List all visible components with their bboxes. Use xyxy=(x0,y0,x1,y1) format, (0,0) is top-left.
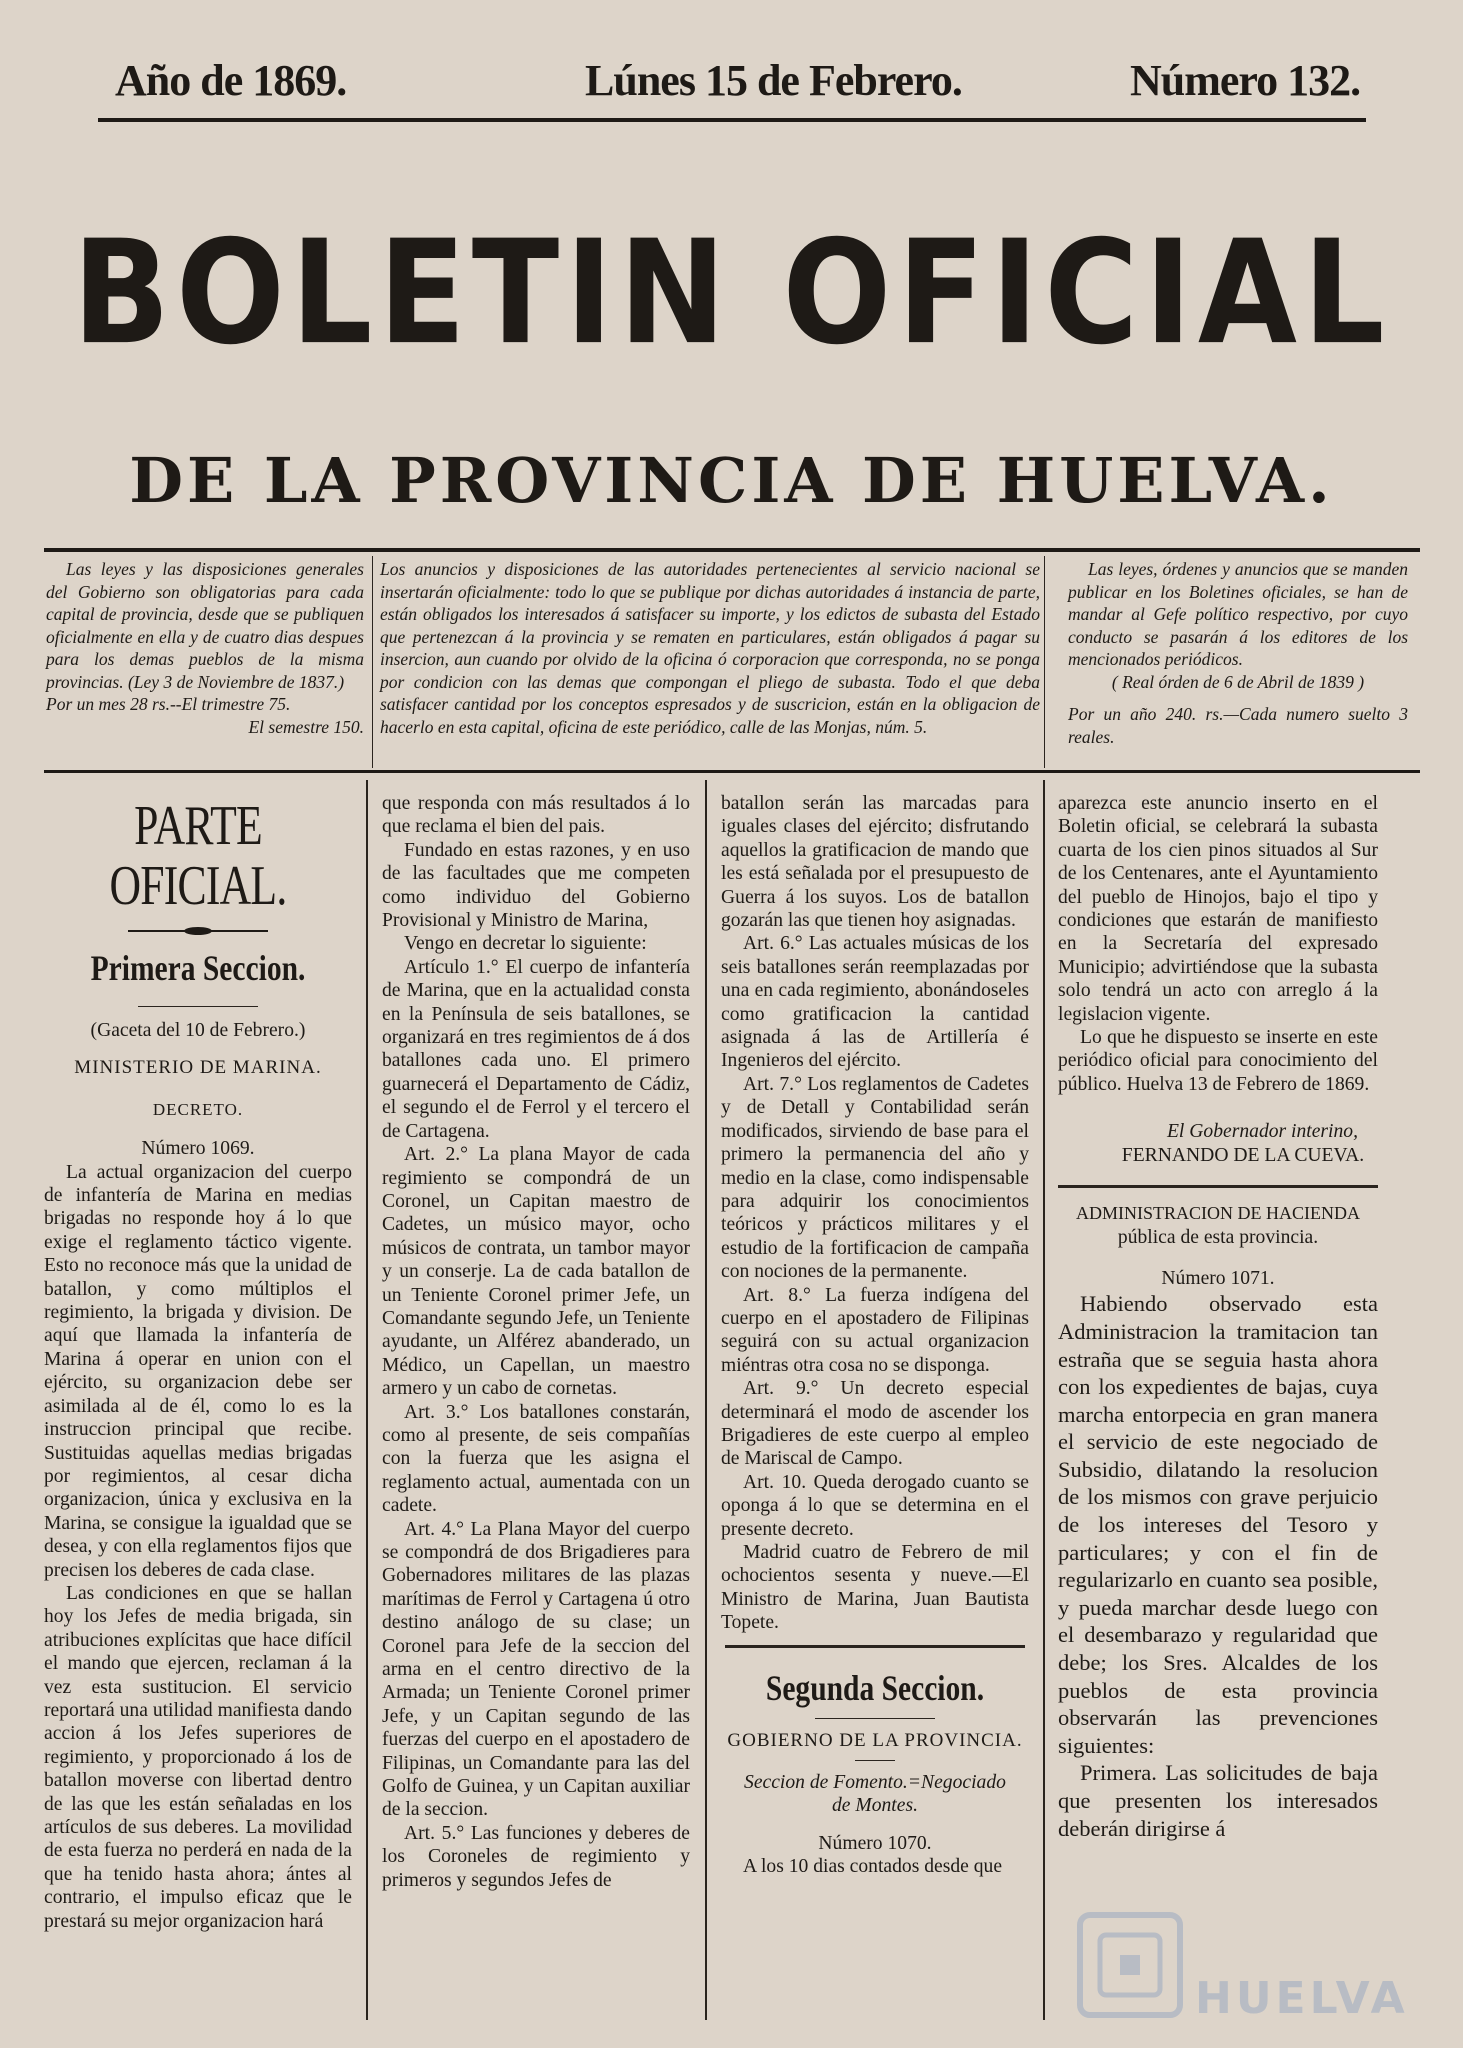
publication-note: Las leyes, órdenes y anuncios que se manden publicar en los Boletines oficiales, se han de mandar al Gefe político respectivo, por cuyo conducto se pasarán á los editores de los mencionados periódicos. xyxy=(1068,559,1408,669)
legal-note: Las leyes y las disposiciones generales del Gobierno son obligatorias para cada capital de provincia, desde que se publiquen oficialmente en ella y de cuatro dias despues para los demas pueblos de la misma provincias. (Ley 3 de Noviembre de 1837.) xyxy=(46,559,364,692)
col2-paragraph-2: Vengo en decretar lo siguiente: xyxy=(404,933,647,955)
article-3: Art. 3.° Los batallones constarán, como al presente, de seis compañías con la fuerza que les asigna el reglamento actual, aumentada con un cadete. xyxy=(382,1401,690,1517)
decree-signature: Madrid cuatro de Febrero de mil ochocientos sesenta y nueve.—El Ministro de Marina, Juan Bautista Topete. xyxy=(721,1542,1029,1634)
article-4: Art. 4.° La Plana Mayor del cuerpo se compondrá de dos Brigadieres para Gobernadores militares de las plazas marítimas de Ferrol y Cartagena ú otro destino análogo de su clase; un Coronel para Jefe de la seccion del arma en el centro directivo de la Armada; un Teniente Coronel primer Jefe, y un Capitan segundo de las fuerzas del cuerpo en el apostadero de Filipinas, un Comandante para las del Golfo de Guinea, y un Capitan auxiliar de la seccion. xyxy=(382,1518,690,1821)
fomento-heading: Seccion de Fomento.=Negociado de Montes. xyxy=(744,1772,1006,1817)
price-monthly: Por un mes 28 rs.--El trimestre 75. xyxy=(46,694,291,714)
header-divider-1 xyxy=(372,556,373,768)
administracion-heading: ADMINISTRACION DE HACIENDA xyxy=(1076,1203,1360,1224)
gaceta-ref: (Gaceta del 10 de Febrero.) xyxy=(90,1020,306,1041)
header-rule-bottom xyxy=(44,770,1420,773)
announcement-number: Número 1070. xyxy=(818,1832,932,1854)
col3-paragraph-0: batallon serán las marcadas para iguales clases del ejército; disfrutando aquellos la gratificacion de mando que les está señalada por el presupuesto de Guerra á los suyos. Los de batallon gozarán las que tienen hoy asignadas. xyxy=(721,793,1029,932)
parte-oficial-heading: PARTE OFICIAL. xyxy=(109,795,287,917)
price-yearly: Por un año 240. rs.—Cada numero suelto 3 reales. xyxy=(1068,704,1408,747)
announcement-number-2: Número 1071. xyxy=(1161,1267,1275,1289)
col4-paragraph-0: aparezca este anuncio inserto en el Boletin oficial, se celebrará la subasta cuarta de los cien pinos situados al Sur de los Centenares, ante el Ayuntamiento del pueblo de Hinojos, bajo el tipo y condiciones que estarán de manifiesto en la Secretaría del expresado Municipio; advirtiéndose que la subasta solo tendrá un acto con arreglo á la legislacion vigente. xyxy=(1058,793,1378,1025)
decree-number: Número 1069. xyxy=(141,1138,255,1160)
ornament-divider xyxy=(128,926,268,936)
gobierno-heading: GOBIERNO DE LA PROVINCIA. xyxy=(727,1729,1023,1751)
col2-paragraph-1: Fundado en estas razones, y en uso de las facultades que me competen como individuo del Gobierno Provisional y Ministro de Marina, xyxy=(382,839,690,932)
article-2: Art. 2.° La plana Mayor de cada regimiento se compondrá de un Coronel, un Capitan maestro de Cadetes, un músico mayor, ocho músicos de contrata, un tambor mayor y un conserje. La de cada batallon de un Teniente Coronel primer Jefe, un Comandante segundo Jefe, un Teniente ayudante, un Alférez abanderado, un Médico, un Capellan, un maestro armero y un cabo de cornetas. xyxy=(382,1144,690,1400)
ministerio-heading: MINISTERIO DE MARINA. xyxy=(74,1057,322,1079)
col4-paragraph-2: Habiendo observado esta Administracion la tramitacion tan estraña que se seguia hasta ahora con los expedientes de bajas, cuya marcha entorpecia en gran manera el servicio de este negociado de Subsidio, dilatando la resolucion de los mismos con grave perjuicio de los intereses del Tesoro y particulares; y con el fin de regularizarlo en cuanto sea posible, y pueda marchar desde luego con el desembarazo y regularidad que debe; los Sres. Alcaldes de los pueblos de esta provincia observarán las prevenciones siguientes: xyxy=(1058,1291,1378,1758)
article-6: Art. 6.° Las actuales músicas de los seis batallones serán reemplazadas por una en cada regimiento, abonándoseles como gratificacion la cantidad asignada á las de Artillería é Ingenieros del ejército. xyxy=(721,933,1029,1072)
column-divider-3 xyxy=(1043,780,1045,2020)
newspaper-subtitle: DE LA PROVINCIA DE HUELVA. xyxy=(129,444,1334,517)
article-1: Artículo 1.° El cuerpo de infantería de Marina, que en la actualidad consta en la Península de seis batallones, se organizará en tres regimientos de á dos batallones cada uno. El primero guarnecerá el Departamento de Cádiz, el segundo el de Ferrol y el tercero el de Cartagena. xyxy=(382,956,690,1142)
column-4 xyxy=(1058,792,1378,1842)
announcements-note: Los anuncios y disposiciones de las autoridades pertenecientes al servicio nacional se insertarán oficialmente: todo lo que se publique por dichas autoridades á instancia de parte, están obligados los interesados á satisfacer su importe, y los edictos de subasta del Estado que pertenezcan á la provincia y se rematen en particulares, están obligados á pagar su insercion, aun cuando por olvido de la oficina ó corporacion que corresponda, no se ponga por condicion con las demas que compongan el pliego de subasta. Todo el que deba satisfacer cantidad por los conceptos espresados y de suscricion, están en la obligacion de hacerlo en esta capital, oficina de este periódico, calle de las Monjas, núm. 5. xyxy=(380,559,1040,737)
masthead-year: Año de 1869. xyxy=(115,56,347,105)
short-rule xyxy=(855,1760,895,1761)
column-3 xyxy=(721,792,1029,1879)
section-end-rule xyxy=(725,1645,1025,1648)
col1-paragraph-1: La actual organizacion del cuerpo de infantería de Marina en medias brigadas no responde hoy á lo que exige el reglamento táctico vigente. Esto no reconoce más que la unidad de batallon, y como múltiplos el regimiento, la brigada y division. De aquí que llamada la infantería de Marina á operar en union con el ejército, su organizacion debe ser asimilada al de él, como lo es la instruccion principal que recibe. Sustituidas aquellas medias brigadas por regimientos, al cesar dicha organizacion, única y exclusiva en la Marina, se consigue la igualdad que se desea, y con ella reglamentos fijos que precisen los deberes de cada clase. xyxy=(44,1161,352,1581)
col4-paragraph-3: Primera. Las solicitudes de baja que presenten los interesados deberán dirigirse á xyxy=(1058,1760,1378,1841)
column-1 xyxy=(44,792,352,1933)
col2-paragraph-0: que responda con más resultados á lo que reclama el bien del pais. xyxy=(382,793,690,838)
article-10: Art. 10. Queda derogado cuanto se oponga á lo que se determina en el presente decreto. xyxy=(721,1471,1029,1540)
header-rule-top xyxy=(44,548,1420,552)
header-note-center xyxy=(380,558,1040,738)
archive-watermark xyxy=(1060,1905,1409,2025)
column-divider-1 xyxy=(366,780,368,2020)
article-5: Art. 5.° Las funciones y deberes de los Coroneles de regimiento y primeros y segundos Jefes de xyxy=(382,1822,690,1891)
col1-paragraph-2: Las condiciones en que se hallan hoy los Jefes de media brigada, sin atribuciones explícitas que hace difícil el mando que ejercen, reclaman á la vez esta sustitucion. El servicio reportará una utilidad manifiesta dando accion á los Jefes superiores de regimiento, y proporcionado á los de batallon moverse con libertad dentro de las que les están señaladas en los artículos de sus deberes. La movilidad de esta fuerza no perderá en nada de la que ha tenido hasta ahora; ántes al contrario, el impulso eficaz que le prestará su mejor organizacion hará xyxy=(44,1582,352,1932)
col3-paragraph-7: A los 10 dias contados desde que xyxy=(743,1856,1003,1878)
section-rule-2 xyxy=(815,1718,935,1719)
archive-logo-icon xyxy=(1070,1905,1190,2025)
real-orden: ( Real órden de 6 de Abril de 1839 ) xyxy=(1111,671,1365,692)
masthead-number: Número 132. xyxy=(1130,56,1361,105)
segunda-seccion-heading: Segunda Seccion. xyxy=(765,1667,985,1708)
header-note-right xyxy=(1068,558,1408,748)
article-8: Art. 8.° La fuerza indígena del cuerpo en el apostadero de Filipinas seguirá con su actual organizacion miéntras otra cosa no se disponga. xyxy=(721,1284,1029,1376)
primera-seccion-heading: Primera Seccion. xyxy=(90,948,306,988)
masthead-date: Lúnes 15 de Febrero. xyxy=(585,56,962,105)
section-rule xyxy=(138,1006,258,1007)
price-semester: El semestre 150. xyxy=(248,716,364,737)
col4-paragraph-1: Lo que he dispuesto se inserte en este periódico oficial para conocimiento del público. Huelva 13 de Febrero de 1869. xyxy=(1058,1027,1378,1095)
newspaper-title: BOLETIN OFICIAL xyxy=(72,210,1391,377)
decreto-heading: DECRETO. xyxy=(152,1099,244,1119)
watermark-text: HUELVA xyxy=(1195,1973,1409,2024)
administracion-subheading: pública de esta provincia. xyxy=(1117,1226,1319,1248)
article-7: Art. 7.° Los reglamentos de Cadetes y de Detall y Contabilidad serán modificados, sirviendo de base para el primero la permanencia del año y medio en la clase, como indispensable para adquirir los conocimientos teóricos y prácticos militares y el estudio de la fortificacion de campaña con nociones de la permanente. xyxy=(721,1073,1029,1283)
header-divider-2 xyxy=(1044,556,1045,768)
column-divider-2 xyxy=(705,780,707,2020)
header-note-left xyxy=(46,558,364,738)
article-9: Art. 9.° Un decreto especial determinará el modo de ascender los Brigadieres de este cuerpo al empleo de Mariscal de Campo. xyxy=(721,1378,1029,1470)
masthead-rule xyxy=(98,118,1366,122)
column-2 xyxy=(382,792,690,1892)
signature-name: FERNANDO DE LA CUEVA. xyxy=(1121,1144,1365,1166)
announcement-rule xyxy=(1058,1185,1378,1188)
signature-title: El Gobernador interino, xyxy=(1166,1121,1358,1143)
